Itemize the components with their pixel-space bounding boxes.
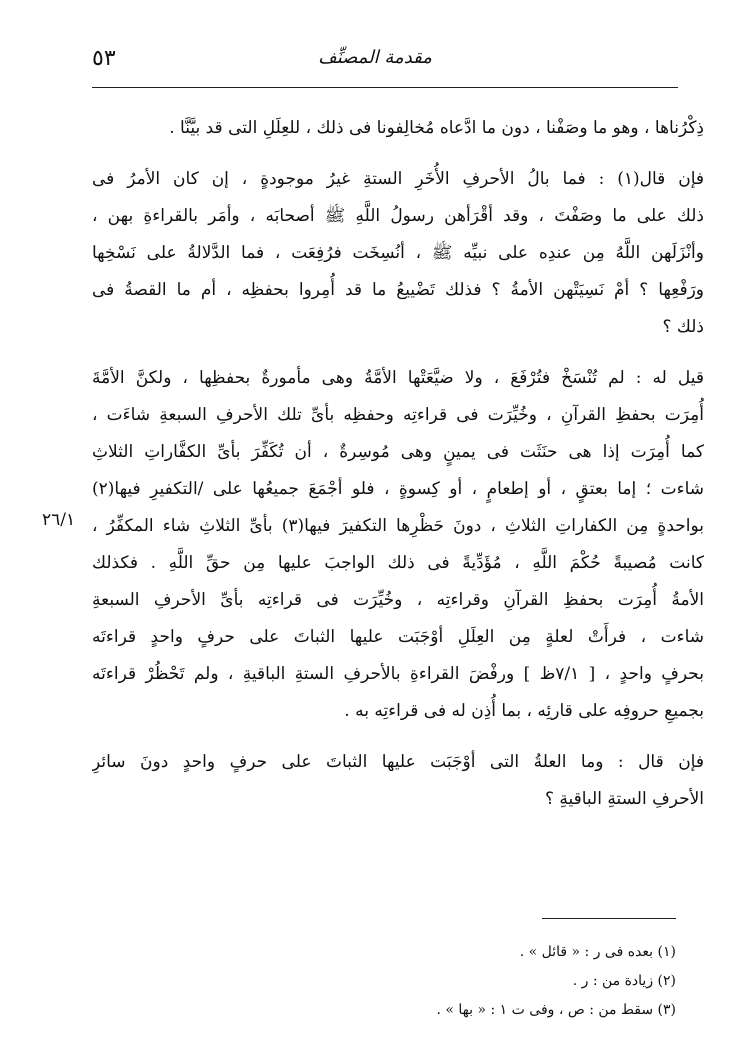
footnote: (٣) سقط من : ص ، وفى ت ١ : « بها » . [436,1002,676,1018]
footnote: (٢) زيادة من : ر . [572,973,676,989]
text-line: شاءت ، فرأَتْ لعلةٍ مِن العِلَلِ أوْجَبَت عليها الثباتَ على حرفٍ واحدٍ قراءتَه [92,627,704,647]
page-number: ٥٣ [92,46,116,71]
text-line: الأمةُ أُمِرَت بحفظِ القرآنِ وقراءتِه ، وخُيِّرَت فى قراءتِه بأىِّ الأحرفِ السبعةِ [92,590,704,610]
body-text [92,110,704,818]
text-line: بحرفٍ واحدٍ ، [ ٧/١ظ ] ورفْضَ القراءةِ بالأحرفِ الستةِ الباقيةِ ، ولم تَحْظُرْ قراءتَه [92,664,704,684]
paragraph-gap [92,346,704,360]
running-title: مقدمة المصنِّف [318,47,432,68]
footnote-divider [542,918,676,919]
header-divider [92,87,678,88]
text-line: ذِكْرُناها ، وهو ما وصَفْنا ، دون ما ادَّعاه مُخالِفونا فى ذلك ، للعِلَلِ التى قد بيَّنَّا . [169,118,704,138]
text-line: أُمِرَت بحفظِ القرآنِ ، وخُيِّرَت فى قراءتِه وحفظِه بأىِّ تلك الأحرفِ السبعةِ شاءَت ، [92,405,704,425]
paragraph-gap [92,147,704,161]
text-line: كانت مُصيبةً حُكْمَ اللَّهِ ، مُؤَدِّيةً فى ذلك الواجبَ عليها مِن حقِّ اللَّهِ . فكذلك [92,553,704,573]
footnote: (١) بعده فى ر : « قائل » . [519,944,676,960]
paragraph-gap [92,730,704,744]
text-line: شاءت ؛ إما بعتقٍ ، أو إطعامٍ ، أو كِسوةٍ ، فلو أجْمَعَ جميعُها على /التكفيرِ فيها(٢) [92,479,704,499]
text-line: كما أُمِرَت إذا هى حنَثَت فى يمينٍ وهى مُوسِرةٌ ، أن تُكَفِّرَ بأىِّ الكفَّاراتِ الثلاثِ [92,442,704,462]
footnotes [200,938,676,1025]
text-line: فإن قال(١) : فما بالُ الأحرفِ الأُخَرِ الستةِ غيرُ موجودةٍ ، إن كان الأمرُ فى [92,169,704,189]
text-line: قيل له : لم تُنْسَخْ فتُرْفَعَ ، ولا ضيَّعَتْها الأمَّةُ وهى مأمورةٌ بحفظِها ، ولكنَّ الأمَّةَ [92,368,704,388]
text-line: الأحرفِ الستةِ الباقيةِ ؟ [544,789,704,809]
text-line: فإن قال : وما العلةُ التى أوْجَبَت عليها الثباتَ على حرفٍ واحدٍ دونَ سائرِ [92,752,704,772]
text-line: ذلك ؟ [662,317,704,337]
text-line: ذلك على ما وصَفْتَ ، وقد أقْرَأهن رسولُ اللَّهِ ﷺ أصحابَه ، وأمَر بالقراءةِ بهن ، [92,206,704,226]
text-line: بجميعِ حروفِه على قارئِه ، بما أُذِن له فى قراءتِه به . [344,701,704,721]
text-line: بواحدةٍ مِن الكفاراتِ الثلاثِ ، دونَ حَظْرِها التكفيرَ فيها(٣) بأىِّ الثلاثِ شاء المكفِّرُ ، [92,516,704,536]
text-line: ورَفْعِها ؟ أمْ نَسِيَتْهن الأمةُ ؟ فذلك تَضْييعُ ما قد أُمِروا بحفظِه ، أم ما القصةُ فى [92,280,704,300]
text-line: وأنْزَلَهن اللَّهُ مِن عندِه على نبيِّه ﷺ ، أنُسِخَت فرُفِعَت ، فما الدَّلالةُ على نَسْخِها [92,243,704,263]
margin-reference: ٢٦/١ [42,510,76,530]
